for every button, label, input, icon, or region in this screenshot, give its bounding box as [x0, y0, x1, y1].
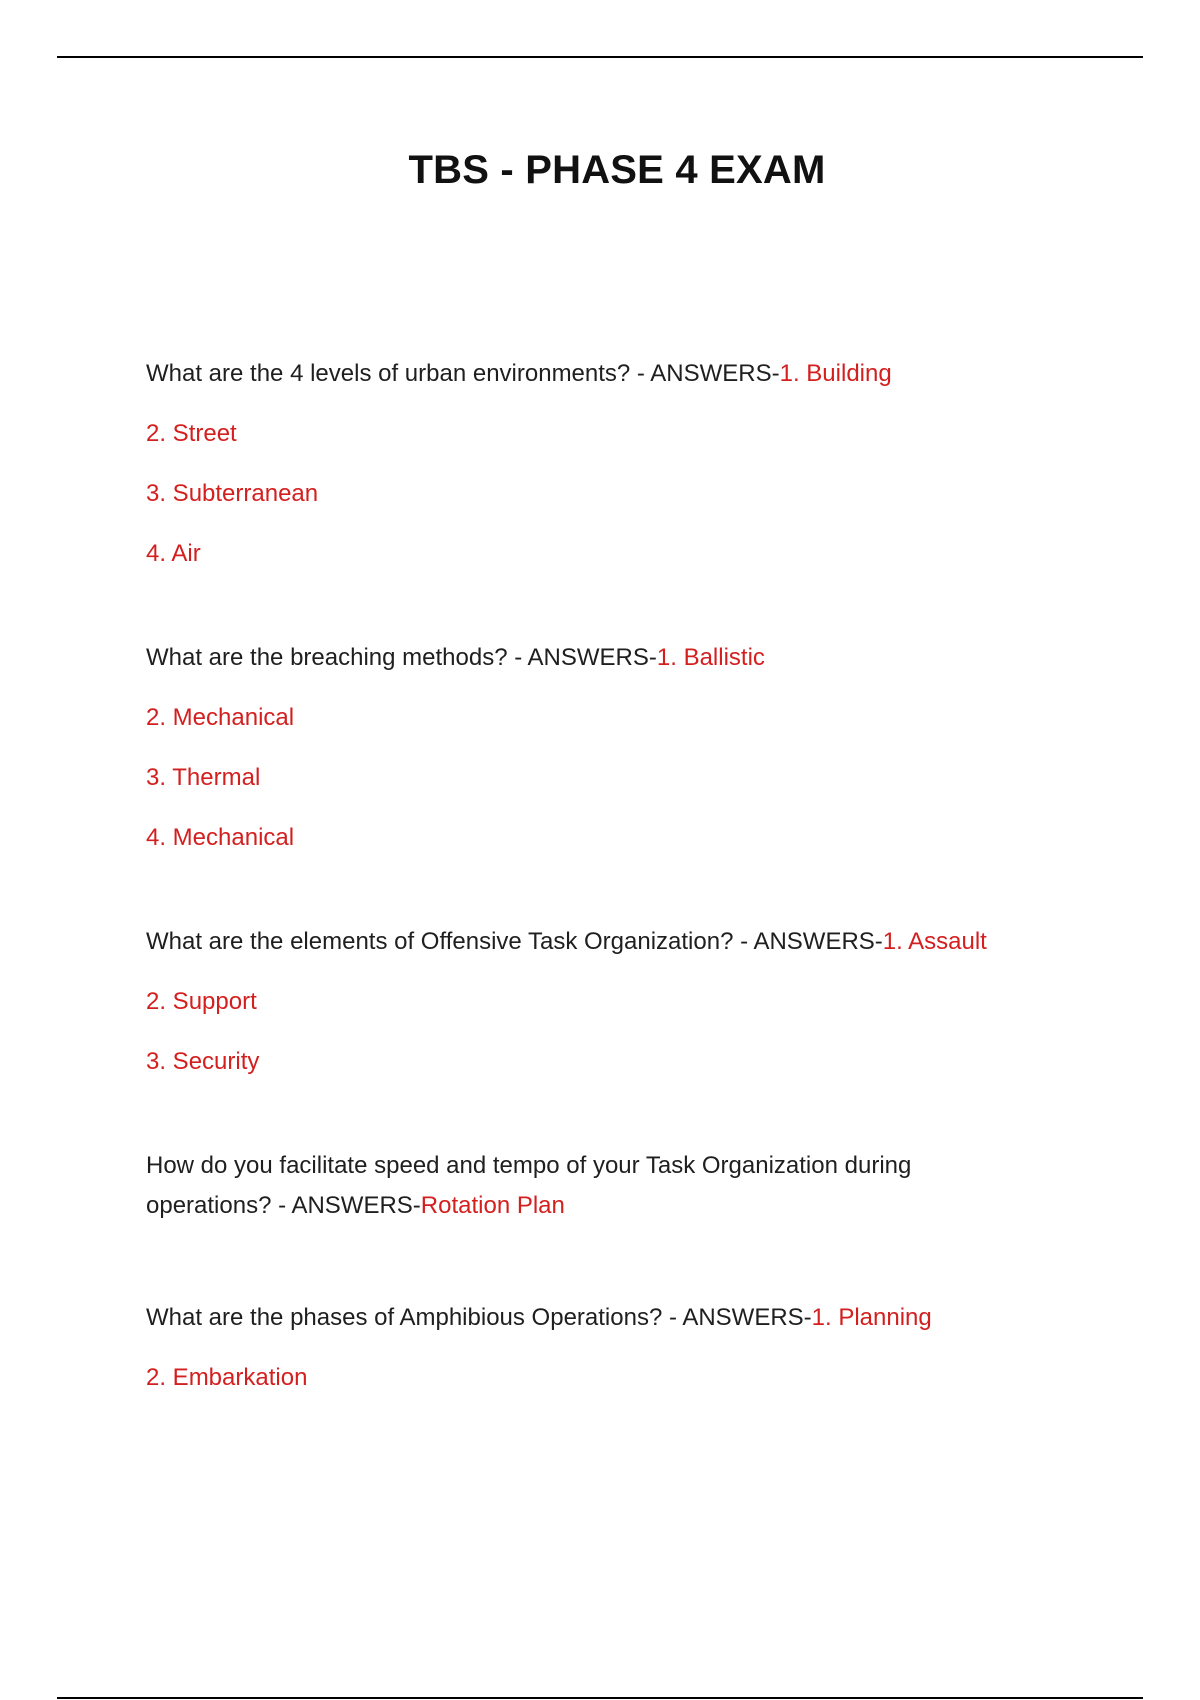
bottom-rule: [57, 1697, 1143, 1699]
answer-text: 1. Planning: [811, 1304, 932, 1331]
answer-line: 2. Mechanical: [146, 704, 295, 731]
answer-text: 1. Building: [779, 360, 892, 387]
qa-list: [146, 354, 1076, 1462]
question-text: How do you facilitate speed and tempo of your Task Organization during: [146, 1152, 912, 1179]
answer-line: 3. Subterranean: [146, 480, 319, 507]
top-rule: [57, 56, 1143, 58]
qa-item: [146, 638, 1076, 858]
answer-line: 3. Security: [146, 1048, 260, 1075]
answer-text: 1. Assault: [882, 928, 987, 955]
answers-marker: - ANSWERS-: [733, 928, 883, 955]
qa-item: [146, 922, 1076, 1082]
question-text: What are the elements of Offensive Task Organization?: [146, 928, 734, 955]
answers-marker: - ANSWERS-: [507, 644, 657, 671]
answer-line: 4. Mechanical: [146, 824, 295, 851]
question-line: [146, 1186, 1076, 1226]
answer-text: Rotation Plan: [420, 1192, 565, 1219]
qa-item: [146, 1146, 1076, 1226]
answer-line: 3. Thermal: [146, 764, 261, 791]
question-text: What are the 4 levels of urban environments?: [146, 360, 631, 387]
answer-line: 4. Air: [146, 540, 201, 567]
answer-text: 1. Ballistic: [656, 644, 765, 671]
question-text: What are the phases of Amphibious Operations?: [146, 1304, 663, 1331]
question-text: operations?: [146, 1192, 272, 1219]
question-text: What are the breaching methods?: [146, 644, 508, 671]
question-line: [146, 922, 1076, 962]
qa-item: [146, 1298, 1076, 1398]
answer-line: 2. Support: [146, 988, 257, 1015]
answer-line: 2. Street: [146, 420, 237, 447]
answers-marker: - ANSWERS-: [271, 1192, 421, 1219]
qa-item: [146, 354, 1076, 574]
question-line: [146, 638, 1076, 678]
answers-marker: - ANSWERS-: [630, 360, 780, 387]
answer-line: 2. Embarkation: [146, 1364, 308, 1391]
question-line: [146, 1298, 1076, 1338]
question-line: [146, 1146, 1076, 1186]
answers-marker: - ANSWERS-: [662, 1304, 812, 1331]
page-title: TBS - PHASE 4 EXAM: [408, 148, 826, 192]
question-line: [146, 354, 1076, 394]
